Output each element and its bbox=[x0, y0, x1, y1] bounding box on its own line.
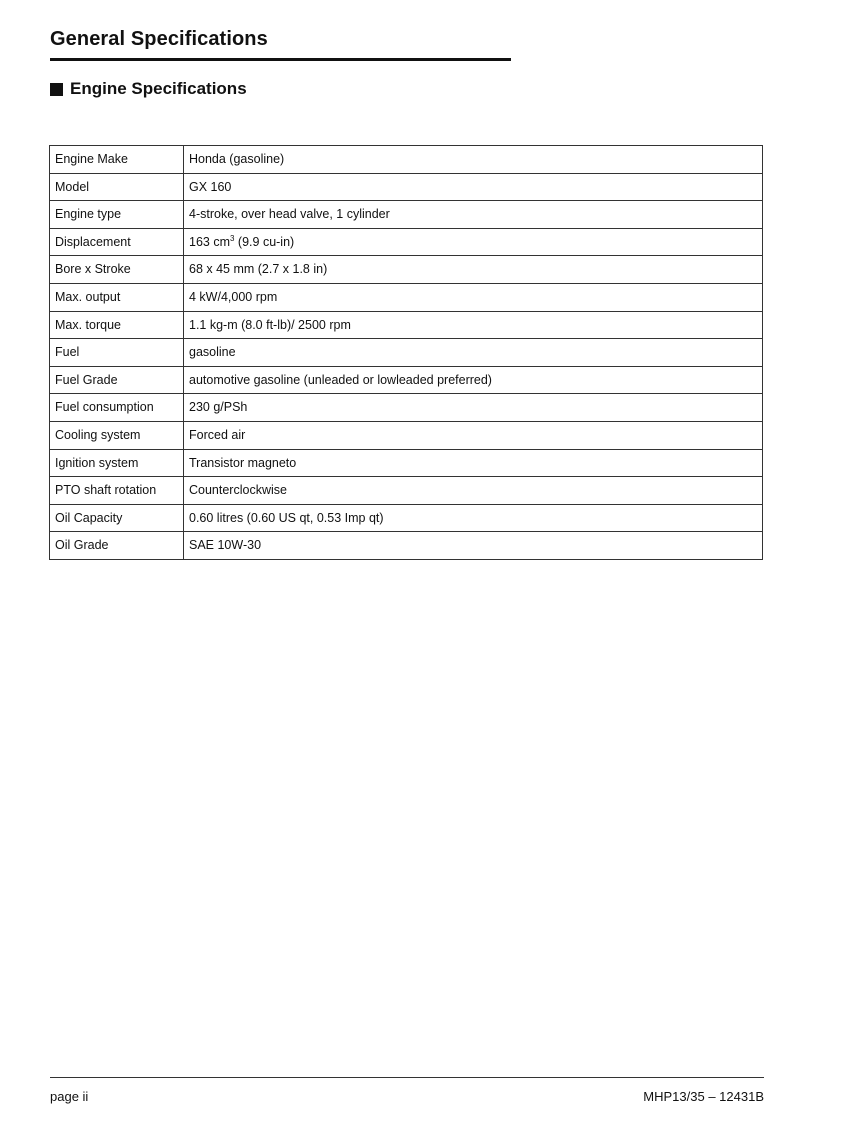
spec-value: 230 g/PSh bbox=[184, 394, 763, 422]
spec-label: Fuel Grade bbox=[50, 366, 184, 394]
spec-value: Counterclockwise bbox=[184, 477, 763, 505]
table-row bbox=[50, 339, 763, 367]
spec-value: 1.1 kg-m (8.0 ft-lb)/ 2500 rpm bbox=[184, 311, 763, 339]
spec-label: Max. output bbox=[50, 283, 184, 311]
page-number: page ii bbox=[50, 1089, 89, 1104]
spec-value: 4-stroke, over head valve, 1 cylinder bbox=[184, 201, 763, 229]
spec-value: Transistor magneto bbox=[184, 449, 763, 477]
spec-value: 0.60 litres (0.60 US qt, 0.53 Imp qt) bbox=[184, 504, 763, 532]
spec-label: Oil Grade bbox=[50, 532, 184, 560]
table-row bbox=[50, 421, 763, 449]
table-row bbox=[50, 366, 763, 394]
spec-label: Cooling system bbox=[50, 421, 184, 449]
table-row bbox=[50, 504, 763, 532]
square-bullet-icon bbox=[50, 83, 63, 96]
spec-value bbox=[184, 228, 763, 256]
table-row bbox=[50, 532, 763, 560]
document-id: MHP13/35 – 12431B bbox=[643, 1089, 764, 1104]
spec-label: Fuel bbox=[50, 339, 184, 367]
engine-spec-table bbox=[49, 145, 763, 560]
spec-label: Model bbox=[50, 173, 184, 201]
spec-value: Forced air bbox=[184, 421, 763, 449]
table-row bbox=[50, 146, 763, 174]
page-title: General Specifications bbox=[50, 28, 268, 50]
table-row bbox=[50, 228, 763, 256]
spec-value: automotive gasoline (unleaded or lowleaded preferred) bbox=[184, 366, 763, 394]
table-row bbox=[50, 283, 763, 311]
spec-label: Oil Capacity bbox=[50, 504, 184, 532]
table-row bbox=[50, 311, 763, 339]
section-heading bbox=[50, 79, 247, 99]
spec-label: Ignition system bbox=[50, 449, 184, 477]
table-row bbox=[50, 477, 763, 505]
spec-value-suffix: (9.9 cu-in) bbox=[234, 234, 295, 249]
footer-rule bbox=[50, 1077, 764, 1078]
spec-value-superscript: 3 bbox=[230, 233, 235, 243]
table-row bbox=[50, 394, 763, 422]
table-row bbox=[50, 173, 763, 201]
spec-value: Honda (gasoline) bbox=[184, 146, 763, 174]
spec-value-main: 163 cm bbox=[189, 234, 230, 249]
spec-label: Engine type bbox=[50, 201, 184, 229]
table-row bbox=[50, 201, 763, 229]
spec-value: 68 x 45 mm (2.7 x 1.8 in) bbox=[184, 256, 763, 284]
spec-value: SAE 10W-30 bbox=[184, 532, 763, 560]
title-underline bbox=[50, 58, 511, 61]
spec-label: Max. torque bbox=[50, 311, 184, 339]
spec-label: Engine Make bbox=[50, 146, 184, 174]
table-row bbox=[50, 256, 763, 284]
spec-label: Fuel consumption bbox=[50, 394, 184, 422]
table-row bbox=[50, 449, 763, 477]
spec-label: PTO shaft rotation bbox=[50, 477, 184, 505]
spec-value: GX 160 bbox=[184, 173, 763, 201]
spec-label: Bore x Stroke bbox=[50, 256, 184, 284]
spec-value: 4 kW/4,000 rpm bbox=[184, 283, 763, 311]
spec-label: Displacement bbox=[50, 228, 184, 256]
section-heading-text: Engine Specifications bbox=[70, 79, 247, 98]
spec-value: gasoline bbox=[184, 339, 763, 367]
